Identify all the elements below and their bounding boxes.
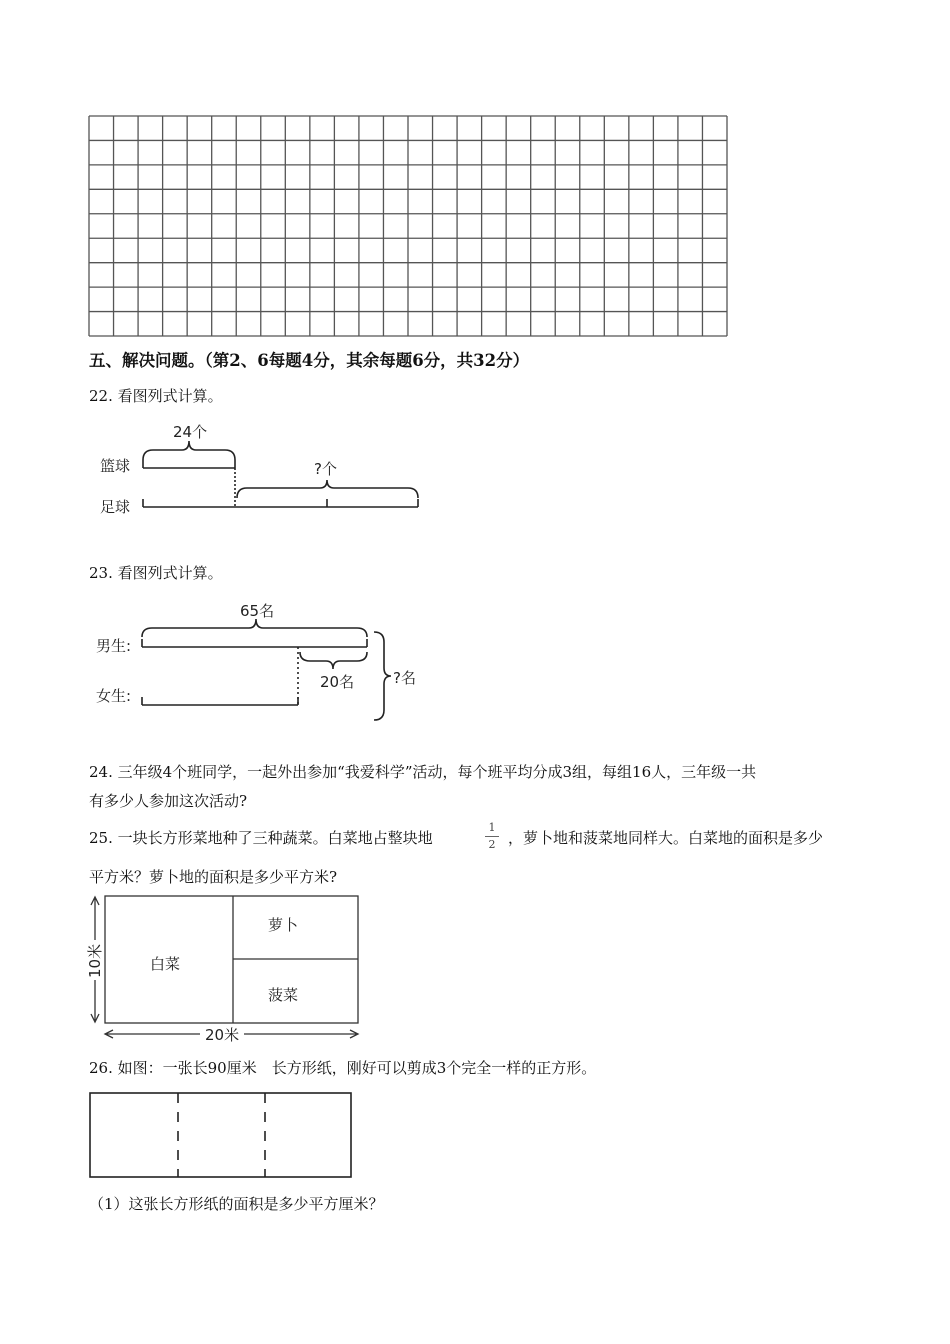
paper-rect [90, 1093, 351, 1177]
label-boys: 男生: [96, 637, 132, 655]
q24-line2: 有多少人参加这次活动? [89, 792, 248, 810]
q25-line1b: ，萝卜地和菠菜地同样大。白菜地的面积是多少 [508, 829, 824, 847]
label-24: 24个 [173, 423, 208, 441]
label-height: 10米 [86, 943, 104, 978]
q24-line1: 24. 三年级4个班同学，一起外出参加“我爱科学”活动，每个班平均分成3组，每组16人，三年级一共 [89, 763, 757, 781]
label-basketball: 篮球 [100, 457, 131, 475]
section-heading: 五、解决问题。（第2、6每题4分，其余每题6分，共32分） [89, 351, 530, 370]
q26-prompt: 26. 如图：一张长90厘米 长方形纸，刚好可以剪成3个完全一样的正方形。 [89, 1059, 597, 1077]
label-football: 足球 [100, 498, 131, 516]
label-20: 20名 [320, 673, 355, 691]
label-cabbage: 白菜 [150, 955, 181, 973]
label-65: 65名 [240, 602, 275, 620]
label-total: ?名 [393, 669, 416, 687]
q25-line2: 平方米？萝卜地的面积是多少平方米? [89, 868, 338, 886]
q26-sub1: （1）这张长方形纸的面积是多少平方厘米？ [89, 1195, 384, 1213]
fraction-denominator: 2 [488, 838, 496, 851]
label-unknown: ?个 [314, 460, 337, 478]
fraction-numerator: 1 [488, 821, 496, 834]
label-radish: 萝卜 [268, 916, 299, 934]
label-width: 20米 [205, 1026, 240, 1044]
label-girls: 女生: [96, 687, 132, 705]
q23-prompt: 23. 看图列式计算。 [89, 564, 223, 582]
q22-prompt: 22. 看图列式计算。 [89, 387, 223, 405]
cut-lines [178, 1093, 265, 1177]
q25-line1a: 25. 一块长方形菜地种了三种蔬菜。白菜地占整块地 [89, 829, 433, 847]
label-spinach: 菠菜 [268, 986, 299, 1004]
